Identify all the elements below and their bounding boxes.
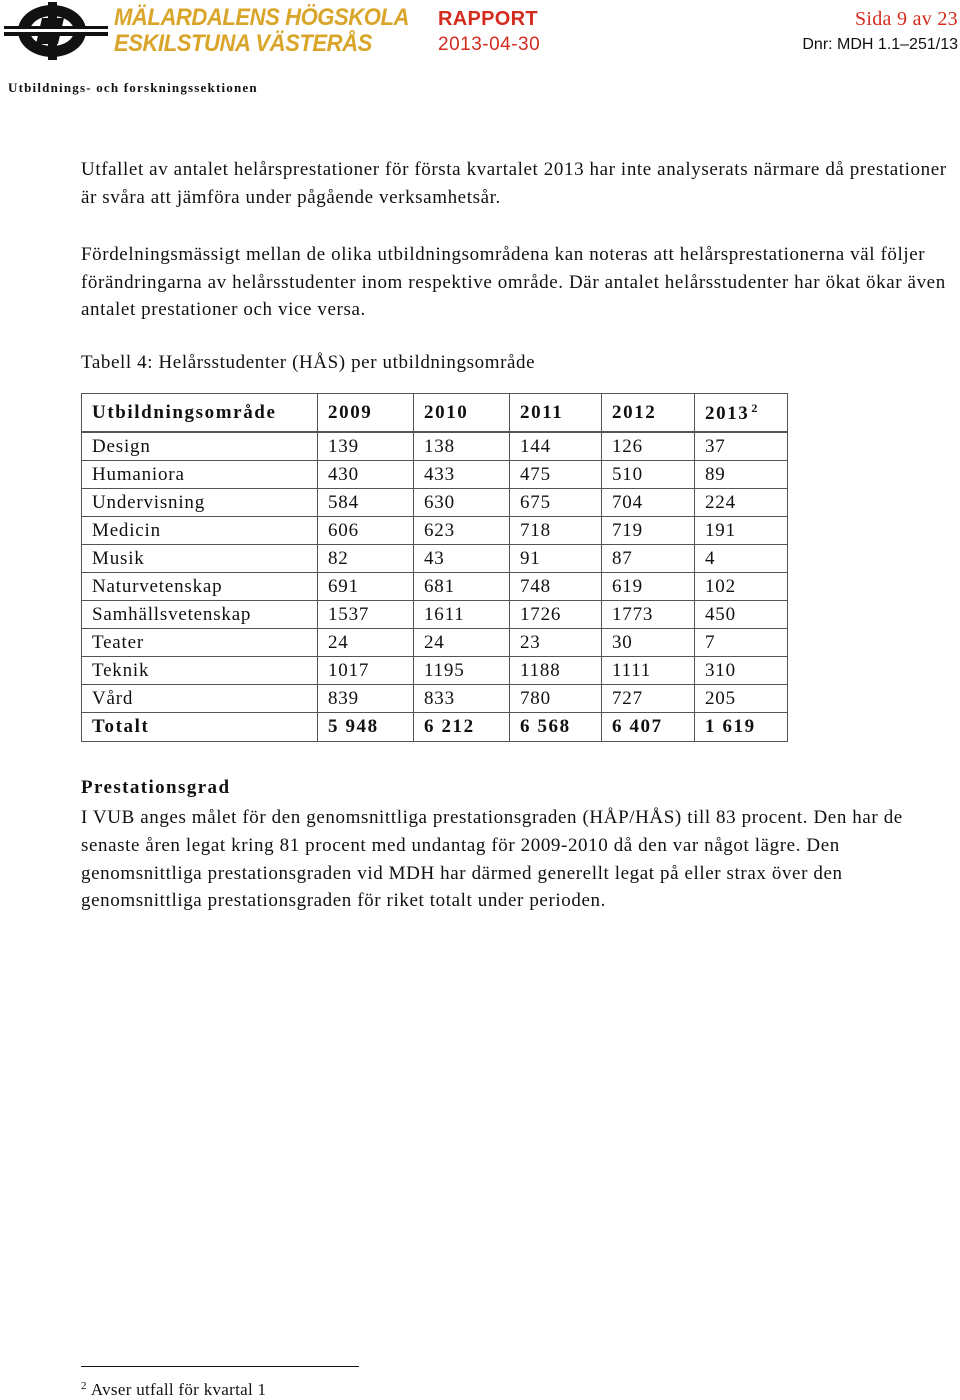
value-cell: 719	[602, 517, 695, 545]
page-number: Sida 9 av 23	[854, 8, 958, 30]
value-cell: 91	[510, 545, 602, 573]
value-cell: 681	[414, 573, 510, 601]
column-header: 2012	[602, 394, 695, 433]
table-row	[82, 489, 788, 517]
paragraph-2: Fördelningsmässigt mellan de olika utbildningsområdena kan noteras att helårsprestationerna väl följer förändringarna av helårsstudenter inom respektive område. Där antalet helårsstudenter har ökat ökar även antalet prestationer och vice versa.	[81, 244, 946, 320]
column-header: Utbildningsområde	[82, 394, 318, 433]
column-header-label: 2013	[705, 402, 750, 424]
column-header: 2009	[318, 394, 414, 433]
value-cell: 510	[602, 461, 695, 489]
table-row	[82, 517, 788, 545]
value-cell: 606	[318, 517, 414, 545]
value-cell: 430	[318, 461, 414, 489]
logo-text-line1: MÄLARDALENS HÖGSKOLA	[114, 4, 410, 31]
value-cell: 310	[695, 657, 788, 685]
value-cell: 224	[695, 489, 788, 517]
value-cell: 4	[695, 545, 788, 573]
column-header: 2011	[510, 394, 602, 433]
value-cell: 5 948	[318, 713, 414, 742]
footnote	[81, 1380, 266, 1400]
row-label-cell: Medicin	[82, 517, 318, 545]
table-body	[82, 432, 788, 742]
value-cell: 780	[510, 685, 602, 713]
value-cell: 584	[318, 489, 414, 517]
value-cell: 718	[510, 517, 602, 545]
section-name: Utbildnings- och forskningssektionen	[8, 80, 258, 95]
value-cell: 6 407	[602, 713, 695, 742]
row-label-cell: Totalt	[82, 713, 318, 742]
value-cell: 433	[414, 461, 510, 489]
row-label-cell: Musik	[82, 545, 318, 573]
logo-emblem-icon	[4, 2, 108, 60]
value-cell: 475	[510, 461, 602, 489]
value-cell: 727	[602, 685, 695, 713]
value-cell: 6 568	[510, 713, 602, 742]
value-cell: 839	[318, 685, 414, 713]
value-cell: 30	[602, 629, 695, 657]
value-cell: 704	[602, 489, 695, 517]
value-cell: 1111	[602, 657, 695, 685]
value-cell: 138	[414, 432, 510, 461]
footnote-marker: 2	[751, 400, 760, 415]
value-cell: 1726	[510, 601, 602, 629]
value-cell: 144	[510, 432, 602, 461]
value-cell: 37	[695, 432, 788, 461]
value-cell: 748	[510, 573, 602, 601]
value-cell: 1 619	[695, 713, 788, 742]
table-row	[82, 601, 788, 629]
value-cell: 630	[414, 489, 510, 517]
value-cell: 24	[318, 629, 414, 657]
value-cell: 1537	[318, 601, 414, 629]
footnote-text: Avser utfall för kvartal 1	[90, 1380, 267, 1399]
value-cell: 43	[414, 545, 510, 573]
value-cell: 1611	[414, 601, 510, 629]
column-header: 2010	[414, 394, 510, 433]
row-label-cell: Humaniora	[82, 461, 318, 489]
table-row	[82, 629, 788, 657]
registration-number: Dnr: MDH 1.1–251/13	[802, 36, 958, 53]
table-row	[82, 573, 788, 601]
document-date: 2013-04-30	[438, 34, 541, 55]
row-label-cell: Samhällsvetenskap	[82, 601, 318, 629]
footnote-divider	[81, 1366, 359, 1367]
table-row	[82, 432, 788, 461]
value-cell: 675	[510, 489, 602, 517]
value-cell: 1773	[602, 601, 695, 629]
value-cell: 205	[695, 685, 788, 713]
table-total-row	[82, 713, 788, 742]
table-row	[82, 461, 788, 489]
row-label-cell: Teater	[82, 629, 318, 657]
footnote-number: 2	[81, 1380, 87, 1392]
value-cell: 87	[602, 545, 695, 573]
value-cell: 1017	[318, 657, 414, 685]
students-table	[81, 393, 788, 742]
value-cell: 1195	[414, 657, 510, 685]
university-logo	[4, 2, 410, 60]
row-label-cell: Teknik	[82, 657, 318, 685]
value-cell: 89	[695, 461, 788, 489]
paragraph-3: I VUB anges målet för den genomsnittliga prestationsgraden (HÅP/HÅS) till 83 procent. Den har de senaste åren legat kring 81 procent med undantag för 2009-2010 då den var något lägre. Den genomsnittliga prestationsgraden vid MDH har därmed generellt legat på eller strax över den genomsnittliga prestationsgraden för riket totalt under perioden.	[81, 807, 903, 912]
row-label-cell: Vård	[82, 685, 318, 713]
value-cell: 102	[695, 573, 788, 601]
value-cell: 623	[414, 517, 510, 545]
value-cell: 126	[602, 432, 695, 461]
value-cell: 24	[414, 629, 510, 657]
value-cell: 82	[318, 545, 414, 573]
value-cell: 191	[695, 517, 788, 545]
value-cell: 450	[695, 601, 788, 629]
section-heading: Prestationsgrad	[81, 777, 231, 798]
row-label-cell: Design	[82, 432, 318, 461]
row-label-cell: Naturvetenskap	[82, 573, 318, 601]
table-header-row	[82, 394, 788, 433]
value-cell: 23	[510, 629, 602, 657]
document-type: RAPPORT	[438, 8, 538, 30]
row-label-cell: Undervisning	[82, 489, 318, 517]
table-caption: Tabell 4: Helårsstudenter (HÅS) per utbildningsområde	[81, 352, 536, 373]
table-row	[82, 657, 788, 685]
table-row	[82, 545, 788, 573]
value-cell: 139	[318, 432, 414, 461]
value-cell: 619	[602, 573, 695, 601]
value-cell: 833	[414, 685, 510, 713]
value-cell: 6 212	[414, 713, 510, 742]
value-cell: 691	[318, 573, 414, 601]
table-row	[82, 685, 788, 713]
value-cell: 7	[695, 629, 788, 657]
column-header-2013	[695, 394, 788, 433]
value-cell: 1188	[510, 657, 602, 685]
logo-text-line2: ESKILSTUNA VÄSTERÅS	[114, 30, 372, 57]
paragraph-1: Utfallet av antalet helårsprestationer för första kvartalet 2013 har inte analyserats närmare då prestationer är svåra att jämföra under pågående verksamhetsår.	[81, 159, 947, 208]
